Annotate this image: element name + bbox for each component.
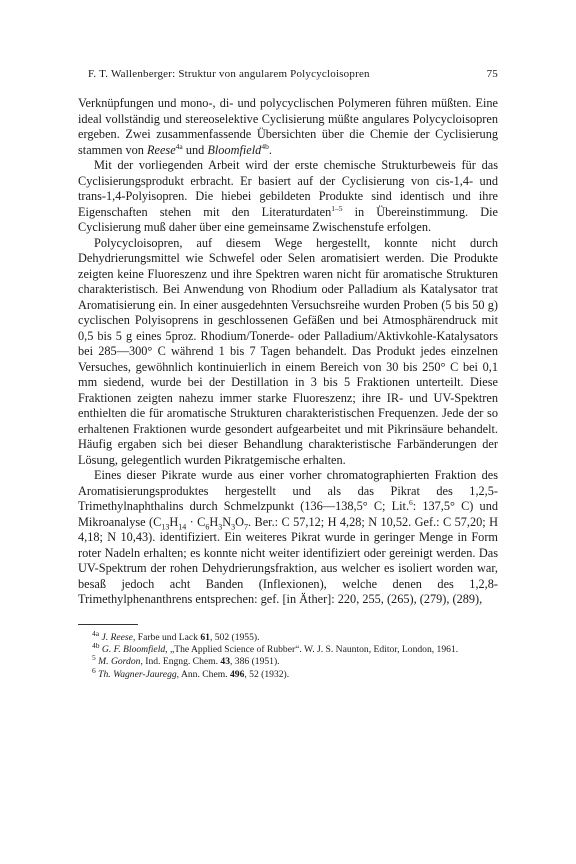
footnote-author: J. Reese: [101, 631, 133, 643]
footnote-4a: [78, 628, 498, 644]
journal-volume: 43: [220, 656, 230, 668]
paragraph-3: Polycycloisopren, auf diesem Wege hergestellt, konnte nicht durch Dehydrierungsmittel wie Schwefel oder Selen aromatisiert werden. Die Produkte zeigten keine Fluoreszenz und ihre Spektren waren nicht für aromatische Strukturen charakteristisch. Bei Anwendung von Rhodium oder Palladium als Katalysator trat Aromatisierung ein. In einer ausgedehnten Versuchsreihe wurden Proben (5 bis 50 g) cyclischen Polyisoprens in geschlossenen Gefäßen und bei Atmosphärendruck mit 0,5 bis 5 g eines 5proz. Rhodium/Tonerde- oder Palladium/Aktivkohle-Katalysators bei 285—300° C während 1 bis 7 Tagen behandelt. Das Produkt jedes einzelnen Versuches, gewöhnlich kontinuierlich in einem Bereich von 30 bis 250° C bei 0,1 mm siedend, wurde bei der Destillation in 3 bis 5 Fraktionen unterteilt. Diese Fraktionen zeigten nahezu immer starke Fluoreszenz; ihre IR- und UV-Spektren enthielten die für aromatische Strukturen charakteristischen Frequenzen. Jede der so erhaltenen Fraktionen wurde gesondert aufgearbeitet und mit Pikrinsäure behandelt. Häufig ergaben sich bei dieser Behandlung charakteristische Farbänderungen der Lösung, gelegentlich wurden Pikratgemische erhalten.: [78, 235, 498, 467]
author-name: Bloomfield: [207, 142, 262, 157]
footnote-marker: 4b: [92, 640, 100, 650]
footnote-marker: 4a: [92, 628, 100, 638]
text-run: · C: [186, 514, 206, 529]
paragraph-1: [78, 96, 498, 158]
footnote-ref: 1–5: [331, 203, 343, 213]
footnote-ref: 4b: [261, 141, 269, 151]
footnote-ref: 4a: [175, 141, 183, 151]
footnote-author: Th. Wagner-Jauregg: [98, 668, 177, 680]
author-name: Reese: [147, 142, 176, 157]
text-run: .: [268, 142, 272, 157]
footnote-6: [78, 665, 498, 681]
text-run: , „The Applied Science of Rubber“. W. J. S. Naunton, Editor, London, 1961.: [165, 643, 459, 655]
text-run: Mit der vorliegenden Arbeit wird der erste chemische Strukturbeweis für das Cyclisierungsprodukt erbracht. Er basiert auf der Cyclisierung von cis-1,4- und trans-1,4-Polyisopren. Die hiebei gebildeten Produkte sind identisch und ihre Eigenschaften stehen mit den Literaturdaten: [78, 158, 498, 219]
footnote-marker: 5: [92, 653, 96, 663]
text-run: , Ann. Chem.: [176, 668, 230, 680]
body-text: [78, 96, 498, 608]
paragraph-2: [78, 158, 498, 236]
text-run: O: [235, 514, 245, 529]
formula-subscript: 14: [178, 521, 187, 531]
footnotes: [78, 628, 498, 682]
journal-volume: 496: [229, 668, 245, 680]
text-run: N: [222, 514, 232, 529]
paragraph-4: [78, 468, 498, 608]
footnote-author: M. Gordon: [98, 656, 141, 668]
text-run: , Farbe und Lack: [132, 631, 201, 643]
text-run: H: [169, 514, 179, 529]
text-run: : 137,5° C) und Mikroanalyse (C: [78, 499, 498, 529]
text-run: . Ber.: C 57,12; H 4,28; N 10,52. Gef.: C 57,20; H 4,18; N 10,43). identifiziert. Ein weiteres Pikrat wurde in geringer Menge in Form roter Nadeln erhalten; es konnte nicht weiter identifiziert oder gereinigt werden. Das UV-Spektrum der rohen Dehydrierungsfraktion, aus welcher es isoliert worden war, besaß jedoch acht Banden (Inflexionen), welche denen des 1,2,8-Trimethylphenanthrens entsprechen: gef. [in Äther]: 220, 255, (265), (279), (289),: [78, 514, 498, 606]
footnote-marker: 6: [92, 665, 96, 675]
formula-subscript: 3: [218, 521, 223, 531]
footnote-ref: 6: [409, 497, 413, 507]
text-run: , 52 (1932).: [244, 668, 290, 680]
footnote-divider: [78, 624, 138, 625]
text-run: und: [182, 142, 208, 157]
footnote-author: G. F. Bloomfield: [101, 643, 166, 655]
text-run: , 502 (1955).: [209, 631, 260, 643]
text-run: in Übereinstimmung. Die Cyclisierung muß daher über eine gemeinsame Zwischenstufe erfolgen.: [78, 204, 498, 234]
text-run: , Ind. Engng. Chem.: [140, 656, 221, 668]
text-run: Eines dieser Pikrate wurde aus einer vorher chromatographierten Fraktion des Aromatisierungsproduktes hergestellt und als das Pikrat des 1,2,5-Trimethylnaphthalins durch Schmelzpunkt (136—138,5° C; Lit.: [78, 468, 498, 513]
formula-subscript: 6: [205, 521, 210, 531]
formula-subscript: 3: [231, 521, 236, 531]
formula-subscript: 13: [161, 521, 170, 531]
running-head: [88, 68, 498, 80]
text-run: Verknüpfungen und mono-, di- und polycyclischen Polymeren führen müßten. Eine ideal vollständig und stereoselektive Cyclisierung müßte angulares Polycycloisopren ergeben. Zwei zusammenfassende Übersichten über die Chemie der Cyclisierung stammen von: [78, 96, 498, 157]
text-run: , 386 (1951).: [230, 656, 280, 668]
footnote-4b: [78, 640, 498, 656]
journal-volume: 61: [200, 631, 210, 643]
running-title: F. T. Wallenberger: Struktur von angularem Polycycloisopren: [88, 68, 370, 80]
formula-subscript: 7: [244, 521, 249, 531]
text-run: H: [209, 514, 219, 529]
page-number: 75: [486, 68, 498, 80]
footnote-5: [78, 653, 498, 668]
